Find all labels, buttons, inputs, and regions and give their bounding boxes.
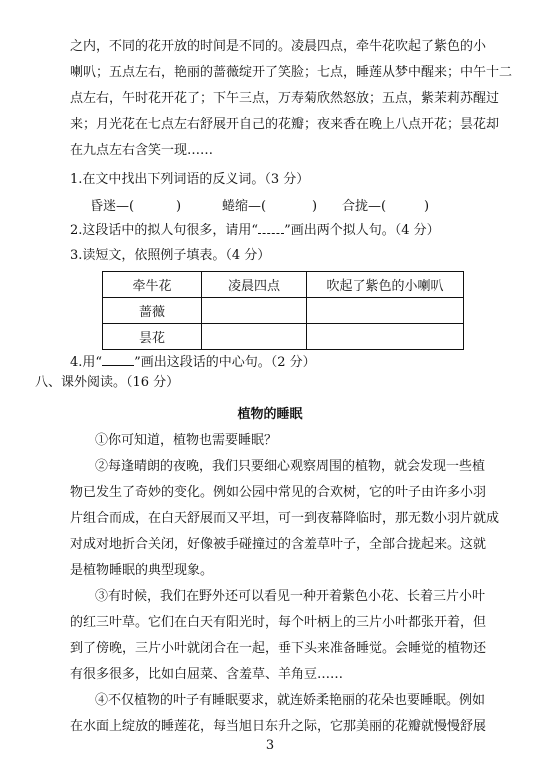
article-line: 有很多很多，比如白屈菜、含羞草、羊角豆…… <box>70 667 344 682</box>
passage-line: 点左右，午时花开花了；下午三点，万寿菊欣然怒放；五点，紫茉莉苏醒过 <box>70 91 500 106</box>
wavy-underline-mark <box>258 223 284 234</box>
table-cell: 牵牛花 <box>103 272 202 298</box>
question-3: 3.读短文，依照例子填表。（4 分） <box>70 248 271 263</box>
table-cell: 蔷薇 <box>103 298 202 324</box>
table-cell[interactable] <box>307 298 464 324</box>
question-1: 1.在文中找出下列词语的反义词。（3 分） <box>70 172 310 187</box>
section-heading: 八、课外阅读。（16 分） <box>35 375 180 390</box>
table-cell: 吹起了紫色的小喇叭 <box>307 272 464 298</box>
passage-line: 之内，不同的花开放的时间是不同的。凌晨四点，牵牛花吹起了紫色的小 <box>70 39 487 54</box>
article-line: 在水面上绽放的睡莲花，每当旭日东升之际，它那美丽的花瓣就慢慢舒展 <box>70 719 487 734</box>
table-cell[interactable] <box>202 324 307 350</box>
article-line: 片组合而成，在白天舒展而又平坦，可一到夜幕降临时，那无数小羽片就成 <box>70 511 500 526</box>
article-line: 物已发生了奇妙的变化。例如公园中常见的合欢树，它的叶子由许多小羽 <box>70 485 487 500</box>
table-cell: 昙花 <box>103 324 202 350</box>
passage-line: 来；月光花在七点左右舒展开自己的花瓣；夜来香在晚上八点开花；昙花却 <box>70 117 500 132</box>
table-row <box>103 298 464 324</box>
page-number: 3 <box>265 738 275 753</box>
table-row <box>103 324 464 350</box>
article-line: ②每逢晴朗的夜晚，我们只要细心观察周围的植物，就会发现一些植 <box>95 459 486 474</box>
fill-table <box>102 271 464 350</box>
table-cell: 凌晨四点 <box>202 272 307 298</box>
passage-line: 在九点左右含笑一现…… <box>70 143 214 158</box>
article-line: 是植物睡眠的典型现象。 <box>70 563 214 578</box>
question-4: 4.用“ ”画出这段话的中心句。（2 分） <box>70 355 316 370</box>
question-2: 2.这段话中的拟人句很多，请用“ ”画出两个拟人句。（4 分） <box>70 223 440 238</box>
article-title: 植物的睡眠 <box>237 407 303 422</box>
article-line: ④不仅植物的叶子有睡眠要求，就连娇柔艳丽的花朵也要睡眠。例如 <box>95 693 486 708</box>
article-line: 到了傍晚，三片小叶就闭合在一起，垂下头来准备睡觉。会睡觉的植物还 <box>70 641 487 656</box>
table-cell[interactable] <box>202 298 307 324</box>
table-row <box>103 272 464 298</box>
passage-line: 喇叭；五点左右，艳丽的蔷薇绽开了笑脸；七点，睡莲从梦中醒来；中午十二 <box>70 65 513 80</box>
article-line: 对成对地折合关闭，好像被手碰撞过的含羞草叶子，全部合拢起来。这就 <box>70 537 487 552</box>
straight-underline-mark <box>102 353 134 366</box>
article-line: ③有时候，我们在野外还可以看见一种开着紫色小花、长着三片小叶 <box>95 589 486 604</box>
article-paragraph-1: ①你可知道，植物也需要睡眠？ <box>95 433 278 448</box>
article-line: 的红三叶草。它们在白天有阳光时，每个叶柄上的三片小叶都张开着，但 <box>70 615 487 630</box>
antonym-item: 蜷缩—( ) <box>222 199 318 214</box>
antonym-item: 昏迷—( ) <box>90 199 182 214</box>
table-cell[interactable] <box>307 324 464 350</box>
antonym-item: 合拢—( ) <box>342 199 430 214</box>
